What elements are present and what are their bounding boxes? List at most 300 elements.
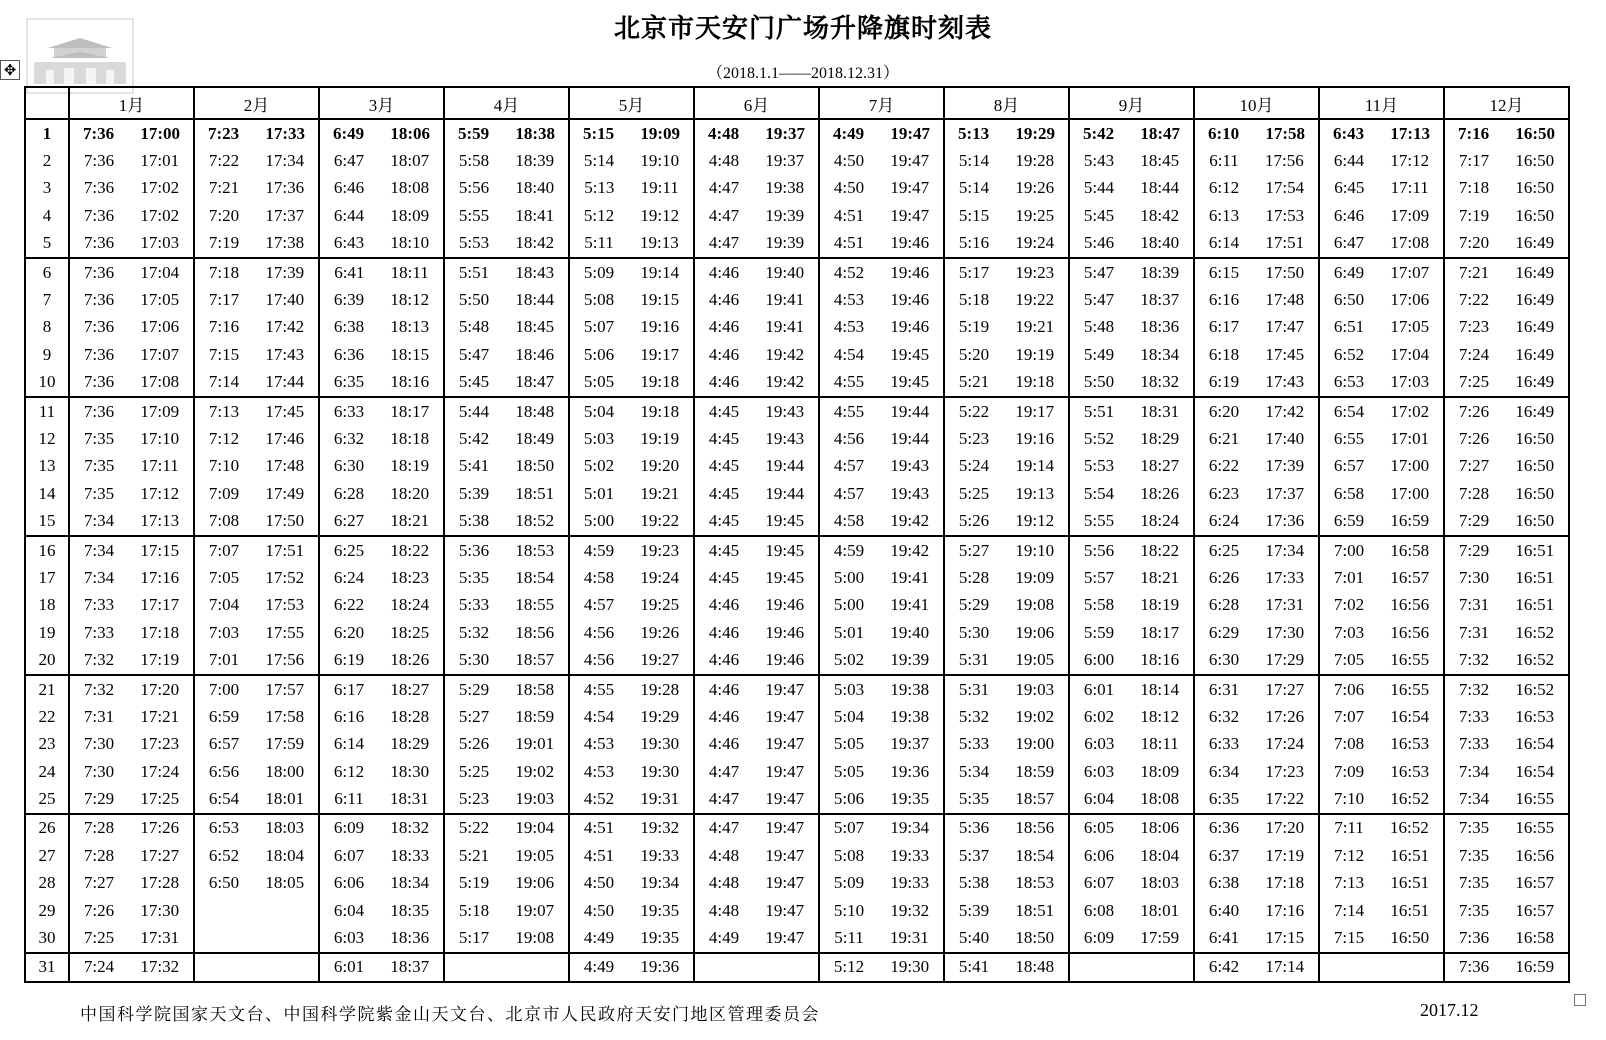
time-cell — [1444, 592, 1569, 619]
time-cell — [194, 147, 319, 174]
rise-set-times: 5:31 19:05 — [958, 650, 1055, 670]
time-cell — [944, 119, 1069, 147]
time-cell — [1069, 202, 1194, 229]
time-cell — [569, 675, 694, 703]
flag-schedule-table — [24, 86, 1570, 983]
time-cell — [1069, 814, 1194, 842]
rise-set-times: 7:00 17:57 — [208, 679, 305, 699]
time-cell — [194, 897, 319, 924]
time-cell — [944, 592, 1069, 619]
time-cell — [194, 202, 319, 229]
rise-set-times: 4:46 19:47 — [708, 734, 805, 754]
rise-set-times: 6:17 18:27 — [333, 679, 430, 699]
month-header: 11月 — [1319, 87, 1444, 119]
time-cell — [569, 646, 694, 674]
rise-set-times: 5:15 19:09 — [582, 123, 681, 143]
rise-set-times: 7:23 17:33 — [207, 123, 306, 143]
time-cell — [1069, 341, 1194, 368]
time-cell — [319, 341, 444, 368]
time-cell — [444, 202, 569, 229]
rise-set-times: 7:03 16:56 — [1333, 622, 1430, 642]
rise-set-times: 7:13 16:51 — [1333, 873, 1430, 893]
time-cell — [1319, 564, 1444, 591]
time-cell — [69, 758, 194, 785]
rise-set-times: 4:47 19:38 — [708, 178, 805, 198]
table-row — [25, 870, 1569, 897]
time-cell — [694, 842, 819, 869]
rise-set-times: 7:34 17:13 — [83, 511, 180, 531]
time-cell — [819, 230, 944, 258]
rise-set-times: 5:00 19:41 — [833, 567, 930, 587]
rise-set-times: 5:42 18:47 — [1082, 123, 1181, 143]
rise-set-times: 5:06 19:35 — [833, 789, 930, 809]
rise-set-times: 5:13 19:29 — [957, 123, 1056, 143]
rise-set-times: 7:35 17:10 — [83, 428, 180, 448]
time-cell — [819, 814, 944, 842]
rise-set-times: 7:36 17:05 — [83, 290, 180, 310]
rise-set-times: 7:35 17:11 — [84, 456, 179, 476]
rise-set-times: 7:17 16:50 — [1458, 151, 1555, 171]
time-cell — [1444, 703, 1569, 730]
rise-set-times: 6:29 17:30 — [1208, 622, 1305, 642]
time-cell — [1069, 564, 1194, 591]
time-cell — [444, 592, 569, 619]
source-note: 中国科学院国家天文台、中国科学院紫金山天文台、北京市人民政府天安门地区管理委员会 — [80, 1005, 820, 1025]
rise-set-times: 7:36 17:09 — [83, 401, 180, 421]
rise-set-times: 7:07 17:51 — [208, 540, 305, 560]
rise-set-times: 5:56 18:40 — [458, 178, 555, 198]
time-cell — [1069, 646, 1194, 674]
time-cell — [1069, 619, 1194, 646]
time-cell — [944, 341, 1069, 368]
time-cell — [1194, 202, 1319, 229]
time-cell — [319, 453, 444, 480]
table-row — [25, 314, 1569, 341]
rise-set-times: 7:27 17:28 — [83, 873, 180, 893]
rise-set-times: 5:12 19:30 — [833, 957, 930, 977]
rise-set-times: 6:10 17:58 — [1207, 123, 1306, 143]
time-cell — [1444, 507, 1569, 535]
time-cell — [694, 397, 819, 425]
time-cell — [194, 870, 319, 897]
rise-set-times: 5:58 18:19 — [1083, 595, 1180, 615]
time-cell — [1444, 814, 1569, 842]
rise-set-times: 6:38 18:13 — [333, 317, 430, 337]
time-cell — [1444, 314, 1569, 341]
time-cell — [194, 258, 319, 286]
rise-set-times: 6:23 17:37 — [1208, 483, 1305, 503]
time-cell — [69, 341, 194, 368]
rise-set-times: 6:09 18:32 — [333, 818, 430, 838]
time-cell — [194, 953, 319, 982]
rise-set-times: 6:30 17:29 — [1208, 650, 1305, 670]
time-cell — [819, 147, 944, 174]
rise-set-times: 6:57 17:00 — [1333, 456, 1430, 476]
rise-set-times: 5:23 19:16 — [958, 428, 1055, 448]
rise-set-times: 7:36 17:04 — [83, 262, 180, 282]
table-row — [25, 480, 1569, 507]
time-cell — [819, 619, 944, 646]
time-cell — [1444, 619, 1569, 646]
time-cell — [569, 341, 694, 368]
time-cell — [1319, 924, 1444, 952]
rise-set-times: 4:59 19:42 — [833, 540, 930, 560]
time-cell — [944, 536, 1069, 564]
rise-set-times: 7:36 17:02 — [83, 205, 180, 225]
rise-set-times: 4:53 19:30 — [583, 761, 680, 781]
time-cell — [319, 314, 444, 341]
rise-set-times: 6:49 17:07 — [1333, 262, 1430, 282]
rise-set-times: 6:03 18:11 — [1084, 734, 1179, 754]
rise-set-times: 4:45 19:43 — [708, 428, 805, 448]
time-cell — [944, 230, 1069, 258]
rise-set-times: 5:17 19:08 — [458, 928, 555, 948]
time-cell — [194, 453, 319, 480]
rise-set-times: 5:51 18:31 — [1083, 401, 1180, 421]
rise-set-times: 5:48 18:45 — [458, 317, 555, 337]
time-cell — [1069, 897, 1194, 924]
table-row — [25, 536, 1569, 564]
time-cell — [1194, 619, 1319, 646]
rise-set-times: 4:52 19:46 — [833, 262, 930, 282]
rise-set-times: 6:34 17:23 — [1208, 761, 1305, 781]
rise-set-times: 7:36 17:07 — [83, 344, 180, 364]
time-cell — [819, 731, 944, 758]
day-number: 15 — [25, 507, 69, 535]
rise-set-times: 4:56 19:27 — [583, 650, 680, 670]
move-handle-icon[interactable]: ✥ — [0, 60, 20, 80]
rise-set-times: 4:47 19:47 — [708, 818, 805, 838]
time-cell — [819, 425, 944, 452]
time-cell — [319, 785, 444, 813]
rise-set-times: 5:21 19:18 — [958, 372, 1055, 392]
rise-set-times: 5:23 19:03 — [458, 789, 555, 809]
time-cell — [69, 314, 194, 341]
time-cell — [319, 619, 444, 646]
rise-set-times: 5:10 19:32 — [833, 900, 930, 920]
rise-set-times: 7:15 17:43 — [208, 344, 305, 364]
rise-set-times: 4:46 19:41 — [708, 290, 805, 310]
rise-set-times: 5:26 19:01 — [458, 734, 555, 754]
rise-set-times: 7:22 17:34 — [208, 151, 305, 171]
time-cell — [1319, 453, 1444, 480]
time-cell — [1194, 564, 1319, 591]
time-cell — [944, 870, 1069, 897]
time-cell — [944, 453, 1069, 480]
time-cell — [819, 453, 944, 480]
rise-set-times: 5:02 19:39 — [833, 650, 930, 670]
rise-set-times: 5:41 18:48 — [958, 957, 1055, 977]
day-number: 18 — [25, 592, 69, 619]
rise-set-times: 5:54 18:26 — [1083, 483, 1180, 503]
rise-set-times: 6:32 18:18 — [333, 428, 430, 448]
day-number: 2 — [25, 147, 69, 174]
rise-set-times: 4:50 19:35 — [583, 900, 680, 920]
rise-set-times: 6:33 18:17 — [333, 401, 430, 421]
rise-set-times: 6:20 17:42 — [1208, 401, 1305, 421]
day-number: 9 — [25, 341, 69, 368]
time-cell — [819, 646, 944, 674]
time-cell — [444, 619, 569, 646]
time-cell — [319, 286, 444, 313]
rise-set-times: 6:28 18:20 — [333, 483, 430, 503]
time-cell — [569, 480, 694, 507]
time-cell — [1194, 675, 1319, 703]
rise-set-times: 7:12 16:51 — [1333, 845, 1430, 865]
time-cell — [569, 286, 694, 313]
rise-set-times: 7:20 17:37 — [208, 205, 305, 225]
rise-set-times: 4:46 19:47 — [708, 706, 805, 726]
time-cell — [69, 814, 194, 842]
day-number: 17 — [25, 564, 69, 591]
rise-set-times: 6:06 18:04 — [1083, 845, 1180, 865]
time-cell — [69, 870, 194, 897]
rise-set-times: 6:17 17:47 — [1208, 317, 1305, 337]
rise-set-times: 5:05 19:36 — [833, 761, 930, 781]
time-cell — [69, 175, 194, 202]
rise-set-times: 6:28 17:31 — [1208, 595, 1305, 615]
rise-set-times: 6:24 18:23 — [333, 567, 430, 587]
rise-set-times: 5:26 19:12 — [958, 511, 1055, 531]
day-number: 10 — [25, 369, 69, 397]
table-row — [25, 703, 1569, 730]
rise-set-times: 4:45 19:45 — [708, 567, 805, 587]
table-row — [25, 119, 1569, 147]
time-cell — [694, 341, 819, 368]
rise-set-times: 7:31 16:51 — [1458, 595, 1555, 615]
rise-set-times: 4:46 19:46 — [708, 622, 805, 642]
rise-set-times: 7:34 17:16 — [83, 567, 180, 587]
rise-set-times: 6:35 18:16 — [333, 372, 430, 392]
time-cell — [69, 703, 194, 730]
rise-set-times: 6:32 17:26 — [1208, 706, 1305, 726]
rise-set-times: 7:32 17:19 — [83, 650, 180, 670]
rise-set-times: 6:22 18:24 — [333, 595, 430, 615]
rise-set-times: 6:01 18:14 — [1083, 679, 1180, 699]
day-number: 22 — [25, 703, 69, 730]
time-cell — [944, 314, 1069, 341]
rise-set-times: 6:25 18:22 — [333, 540, 430, 560]
rise-set-times: 6:37 17:19 — [1208, 845, 1305, 865]
time-cell — [444, 897, 569, 924]
rise-set-times: 4:49 19:47 — [832, 123, 931, 143]
time-cell — [569, 564, 694, 591]
rise-set-times: 5:09 19:14 — [583, 262, 680, 282]
month-header: 12月 — [1444, 87, 1569, 119]
time-cell — [319, 592, 444, 619]
rise-set-times: 7:14 17:44 — [208, 372, 305, 392]
rise-set-times: 5:03 19:19 — [583, 428, 680, 448]
time-cell — [444, 480, 569, 507]
rise-set-times: 7:20 16:49 — [1458, 233, 1555, 253]
time-cell — [694, 453, 819, 480]
rise-set-times: 4:51 19:46 — [833, 233, 930, 253]
day-number: 25 — [25, 785, 69, 813]
time-cell — [819, 369, 944, 397]
rise-set-times: 7:13 17:45 — [208, 401, 305, 421]
day-number: 31 — [25, 953, 69, 982]
rise-set-times: 6:03 18:09 — [1083, 761, 1180, 781]
rise-set-times: 5:47 18:39 — [1083, 262, 1180, 282]
rise-set-times: 7:29 16:51 — [1458, 540, 1555, 560]
rise-set-times: 6:36 18:15 — [333, 344, 430, 364]
time-cell — [569, 175, 694, 202]
time-cell — [1194, 175, 1319, 202]
time-cell — [694, 619, 819, 646]
rise-set-times: 4:53 19:46 — [833, 317, 930, 337]
time-cell — [569, 785, 694, 813]
rise-set-times: 7:07 16:54 — [1333, 706, 1430, 726]
time-cell — [194, 536, 319, 564]
time-cell — [819, 785, 944, 813]
time-cell — [569, 119, 694, 147]
time-cell — [69, 286, 194, 313]
time-cell — [569, 703, 694, 730]
time-cell — [944, 480, 1069, 507]
rise-set-times: 4:47 19:39 — [708, 233, 805, 253]
time-cell — [1319, 369, 1444, 397]
page-corner-marker — [1574, 994, 1586, 1006]
time-cell — [569, 147, 694, 174]
rise-set-times: 5:42 18:49 — [458, 428, 555, 448]
time-cell — [819, 703, 944, 730]
time-cell — [944, 646, 1069, 674]
rise-set-times: 7:33 16:54 — [1458, 734, 1555, 754]
time-cell — [1069, 758, 1194, 785]
time-cell — [444, 646, 569, 674]
rise-set-times: 5:27 19:10 — [958, 540, 1055, 560]
time-cell — [1069, 369, 1194, 397]
rise-set-times: 6:19 18:26 — [333, 650, 430, 670]
rise-set-times: 5:44 18:44 — [1083, 178, 1180, 198]
time-cell — [944, 425, 1069, 452]
rise-set-times: 5:37 18:54 — [958, 845, 1055, 865]
month-header: 7月 — [819, 87, 944, 119]
rise-set-times: 5:59 18:38 — [457, 123, 556, 143]
rise-set-times: 6:41 18:11 — [334, 262, 429, 282]
rise-set-times: 6:33 17:24 — [1208, 734, 1305, 754]
day-number: 6 — [25, 258, 69, 286]
time-cell — [569, 897, 694, 924]
rise-set-times: 4:56 19:26 — [583, 622, 680, 642]
time-cell — [1194, 119, 1319, 147]
time-cell — [944, 369, 1069, 397]
time-cell — [694, 175, 819, 202]
rise-set-times: 4:50 19:34 — [583, 873, 680, 893]
time-cell — [444, 230, 569, 258]
time-cell — [1069, 703, 1194, 730]
time-cell — [319, 953, 444, 982]
time-cell — [319, 507, 444, 535]
rise-set-times: 5:52 18:29 — [1083, 428, 1180, 448]
time-cell — [694, 785, 819, 813]
rise-set-times: 7:06 16:55 — [1333, 679, 1430, 699]
time-cell — [819, 924, 944, 952]
time-cell — [1069, 119, 1194, 147]
rise-set-times: 4:50 19:47 — [833, 151, 930, 171]
time-cell — [1194, 646, 1319, 674]
rise-set-times: 6:12 18:30 — [333, 761, 430, 781]
time-cell — [694, 230, 819, 258]
rise-set-times: 5:56 18:22 — [1083, 540, 1180, 560]
rise-set-times: 5:38 18:52 — [458, 511, 555, 531]
rise-set-times: 5:53 18:27 — [1083, 456, 1180, 476]
rise-set-times: 7:19 16:50 — [1458, 205, 1555, 225]
rise-set-times: 6:07 18:33 — [333, 845, 430, 865]
rise-set-times: 5:18 19:22 — [958, 290, 1055, 310]
time-cell — [69, 453, 194, 480]
rise-set-times: 4:59 19:23 — [583, 540, 680, 560]
time-cell — [1069, 870, 1194, 897]
time-cell — [1069, 314, 1194, 341]
time-cell — [1194, 785, 1319, 813]
rise-set-times: 4:58 19:24 — [583, 567, 680, 587]
rise-set-times: 7:26 17:30 — [83, 900, 180, 920]
rise-set-times: 7:08 16:53 — [1333, 734, 1430, 754]
rise-set-times: 5:20 19:19 — [958, 344, 1055, 364]
rise-set-times: 5:01 19:21 — [583, 483, 680, 503]
rise-set-times: 5:50 18:44 — [458, 290, 555, 310]
month-header: 1月 — [69, 87, 194, 119]
rise-set-times: 6:14 17:51 — [1208, 233, 1305, 253]
time-cell — [319, 397, 444, 425]
rise-set-times: 7:05 16:55 — [1333, 650, 1430, 670]
rise-set-times: 7:28 16:50 — [1458, 483, 1555, 503]
rise-set-times: 5:38 18:53 — [958, 873, 1055, 893]
time-cell — [944, 175, 1069, 202]
rise-set-times: 7:01 17:56 — [208, 650, 305, 670]
rise-set-times: 6:51 17:05 — [1333, 317, 1430, 337]
rise-set-times: 5:39 18:51 — [958, 900, 1055, 920]
time-cell — [569, 870, 694, 897]
rise-set-times: 5:29 19:08 — [958, 595, 1055, 615]
time-cell — [319, 924, 444, 952]
table-row — [25, 175, 1569, 202]
time-cell — [1069, 731, 1194, 758]
rise-set-times: 6:41 17:15 — [1208, 928, 1305, 948]
rise-set-times: 4:55 19:45 — [833, 372, 930, 392]
rise-set-times: 6:54 18:01 — [208, 789, 305, 809]
rise-set-times: 4:46 19:42 — [708, 344, 805, 364]
month-header-row — [25, 87, 1569, 119]
table-row — [25, 147, 1569, 174]
time-cell — [1319, 258, 1444, 286]
rise-set-times: 7:09 16:53 — [1333, 761, 1430, 781]
time-cell — [819, 258, 944, 286]
time-cell — [69, 731, 194, 758]
time-cell — [694, 536, 819, 564]
rise-set-times: 4:57 19:43 — [833, 483, 930, 503]
table-row — [25, 842, 1569, 869]
time-cell — [319, 703, 444, 730]
rise-set-times: 7:18 17:39 — [208, 262, 305, 282]
time-cell — [694, 425, 819, 452]
time-cell — [1319, 814, 1444, 842]
time-cell — [69, 619, 194, 646]
rise-set-times: 6:53 18:03 — [208, 818, 305, 838]
rise-set-times: 6:21 17:40 — [1208, 428, 1305, 448]
table-row — [25, 202, 1569, 229]
date-range: （2018.1.1——2018.12.31） — [706, 65, 899, 82]
rise-set-times: 7:29 17:25 — [83, 789, 180, 809]
time-cell — [319, 230, 444, 258]
rise-set-times: 5:07 19:34 — [833, 818, 930, 838]
time-cell — [944, 924, 1069, 952]
time-cell — [569, 230, 694, 258]
rise-set-times: 4:48 19:47 — [708, 845, 805, 865]
time-cell — [69, 646, 194, 674]
rise-set-times: 7:27 16:50 — [1458, 456, 1555, 476]
